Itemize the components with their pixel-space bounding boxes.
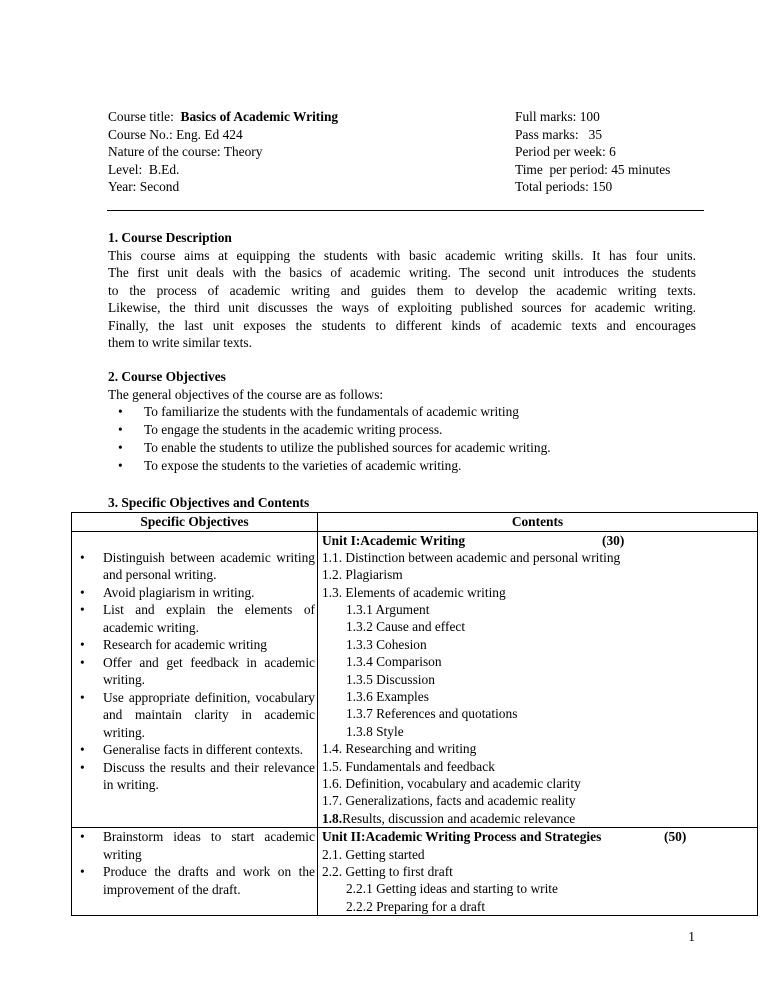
list-item: • To enable the students to utilize the published sources for academic writing.	[118, 440, 551, 455]
full-marks: Full marks: 100	[515, 109, 600, 124]
list-item: 1.3.8 Style	[345, 723, 404, 739]
list-item: 1.3.1 Argument	[345, 602, 430, 618]
unit2-title: Unit II:Academic Writing Process and Strategies (50)	[321, 829, 687, 845]
bullet-icon: •	[80, 829, 85, 845]
unit1-objectives-list	[72, 549, 317, 794]
list-item: 1.6. Definition, vocabulary and academic clarity	[321, 775, 581, 791]
specific-objectives-column-header: Specific Objectives	[72, 513, 318, 532]
bullet-icon: •	[80, 584, 85, 600]
course-nature-row: Nature of the course: Theory	[108, 144, 263, 159]
course-objectives-intro: The general objectives of the course are as follows:	[108, 386, 384, 402]
unit2-objectives-list	[72, 828, 317, 898]
description-line: to the process of academic writing and guides them to develop the academic writing texts.	[108, 282, 696, 298]
list-item: • Research for academic writing	[80, 637, 267, 652]
period-per-week: Period per week: 6	[515, 144, 616, 159]
table-row	[72, 531, 758, 828]
bullet-icon: •	[118, 458, 123, 473]
list-item: 1.3.5 Discussion	[345, 671, 435, 687]
list-item: • To expose the students to the varieties of academic writing.	[118, 458, 462, 473]
table-header-row	[72, 513, 758, 532]
list-item: 1.2. Plagiarism	[321, 567, 403, 583]
course-description-text	[108, 247, 696, 352]
list-item: 2.2.2 Preparing for a draft	[345, 898, 486, 914]
list-item: • Brainstorm ideas to start academic writing	[80, 829, 315, 862]
bullet-icon: •	[80, 742, 85, 757]
list-item: 2.2.1 Getting ideas and starting to write	[345, 881, 558, 897]
contents-column-header: Contents	[317, 513, 757, 532]
list-item: 1.3.3 Cohesion	[345, 636, 427, 652]
bullet-icon: •	[118, 404, 123, 419]
unit1-marks: (30)	[601, 532, 625, 548]
list-item: • Avoid plagiarism in writing.	[80, 584, 255, 600]
course-level-row: Level: B.Ed.	[108, 161, 180, 177]
unit1-contents-cell	[317, 531, 757, 828]
unit2-contents-cell	[317, 828, 757, 916]
course-objectives-section	[108, 368, 696, 475]
list-item: 1.3.7 References and quotations	[345, 706, 518, 722]
course-description-section	[108, 229, 696, 352]
list-item: 1.4. Researching and writing	[321, 741, 477, 757]
description-line: This course aims at equipping the students with basic academic writing skills. It has four units.	[108, 247, 696, 263]
bullet-icon: •	[80, 864, 85, 880]
course-no-row: Course No.: Eng. Ed 424	[108, 126, 243, 142]
course-objectives-heading: 2. Course Objectives	[108, 369, 226, 384]
list-item: • Use appropriate definition, vocabulary and maintain clarity in academic writing.	[80, 689, 315, 740]
course-info-left	[108, 108, 508, 196]
description-line: Likewise, the third unit discusses the ways of exploiting published sources for academic writing.	[108, 300, 696, 315]
description-line: Finally, the last unit exposes the students to different kinds of academic texts and encourages	[108, 317, 696, 333]
list-item: 1.3. Elements of academic writing	[321, 584, 506, 600]
header-divider	[107, 210, 704, 211]
page-number: 1	[688, 929, 695, 944]
course-objectives-list	[108, 403, 696, 475]
specific-objectives-heading: 3. Specific Objectives and Contents	[108, 495, 310, 510]
bullet-icon: •	[80, 637, 85, 652]
bullet-icon: •	[80, 602, 85, 617]
list-item: • Offer and get feedback in academic writing.	[80, 654, 315, 687]
bullet-icon: •	[118, 422, 123, 437]
list-item: 2.1. Getting started	[321, 846, 425, 862]
list-item: • List and explain the elements of academic writing.	[80, 602, 315, 635]
list-item: • To familiarize the students with the fundamentals of academic writing	[118, 404, 519, 419]
list-item: • Distinguish between academic writing and personal writing.	[80, 549, 315, 582]
objectives-contents-table	[71, 512, 758, 916]
list-item: 1.5. Fundamentals and feedback	[321, 758, 495, 774]
total-periods: Total periods: 150	[515, 179, 613, 194]
list-item: 1.7. Generalizations, facts and academic reality	[321, 793, 576, 809]
list-item: 2.2. Getting to first draft	[321, 863, 453, 879]
course-title-value: Basics of Academic Writing	[180, 109, 339, 124]
list-item: • Discuss the results and their relevance in writing.	[80, 759, 315, 792]
course-info-right	[515, 108, 715, 196]
unit2-marks: (50)	[663, 829, 687, 845]
list-item: 1.3.6 Examples	[345, 689, 429, 705]
unit2-objectives-cell	[72, 828, 318, 916]
bullet-icon: •	[80, 689, 85, 705]
list-item: • To engage the students in the academic writing process.	[118, 422, 443, 437]
bullet-icon: •	[80, 759, 85, 775]
unit1-objectives-cell	[72, 531, 318, 828]
course-year-row: Year: Second	[108, 179, 180, 194]
list-item: 1.8.Results, discussion and academic relevance	[321, 810, 576, 826]
list-item: 1.3.4 Comparison	[345, 654, 442, 670]
bullet-icon: •	[80, 549, 85, 565]
list-item: 1.3.2 Cause and effect	[345, 619, 466, 635]
table-row	[72, 828, 758, 916]
course-title-row: Course title: Basics of Academic Writing	[108, 109, 339, 124]
course-description-heading: 1. Course Description	[108, 230, 232, 245]
unit1-title: Unit I:Academic Writing (30)	[321, 532, 625, 548]
bullet-icon: •	[118, 440, 123, 455]
time-per-period: Time per period: 45 minutes	[515, 161, 671, 177]
bullet-icon: •	[80, 654, 85, 670]
description-line: The first unit deals with the basics of academic writing. The second unit introduces the students	[108, 265, 696, 280]
list-item: • Produce the drafts and work on the improvement of the draft.	[80, 864, 315, 897]
list-item: 1.1. Distinction between academic and personal writing	[321, 549, 621, 565]
list-item: • Generalise facts in different contexts.	[80, 742, 304, 757]
description-line: them to write similar texts.	[108, 335, 252, 350]
pass-marks: Pass marks: 35	[515, 126, 603, 142]
